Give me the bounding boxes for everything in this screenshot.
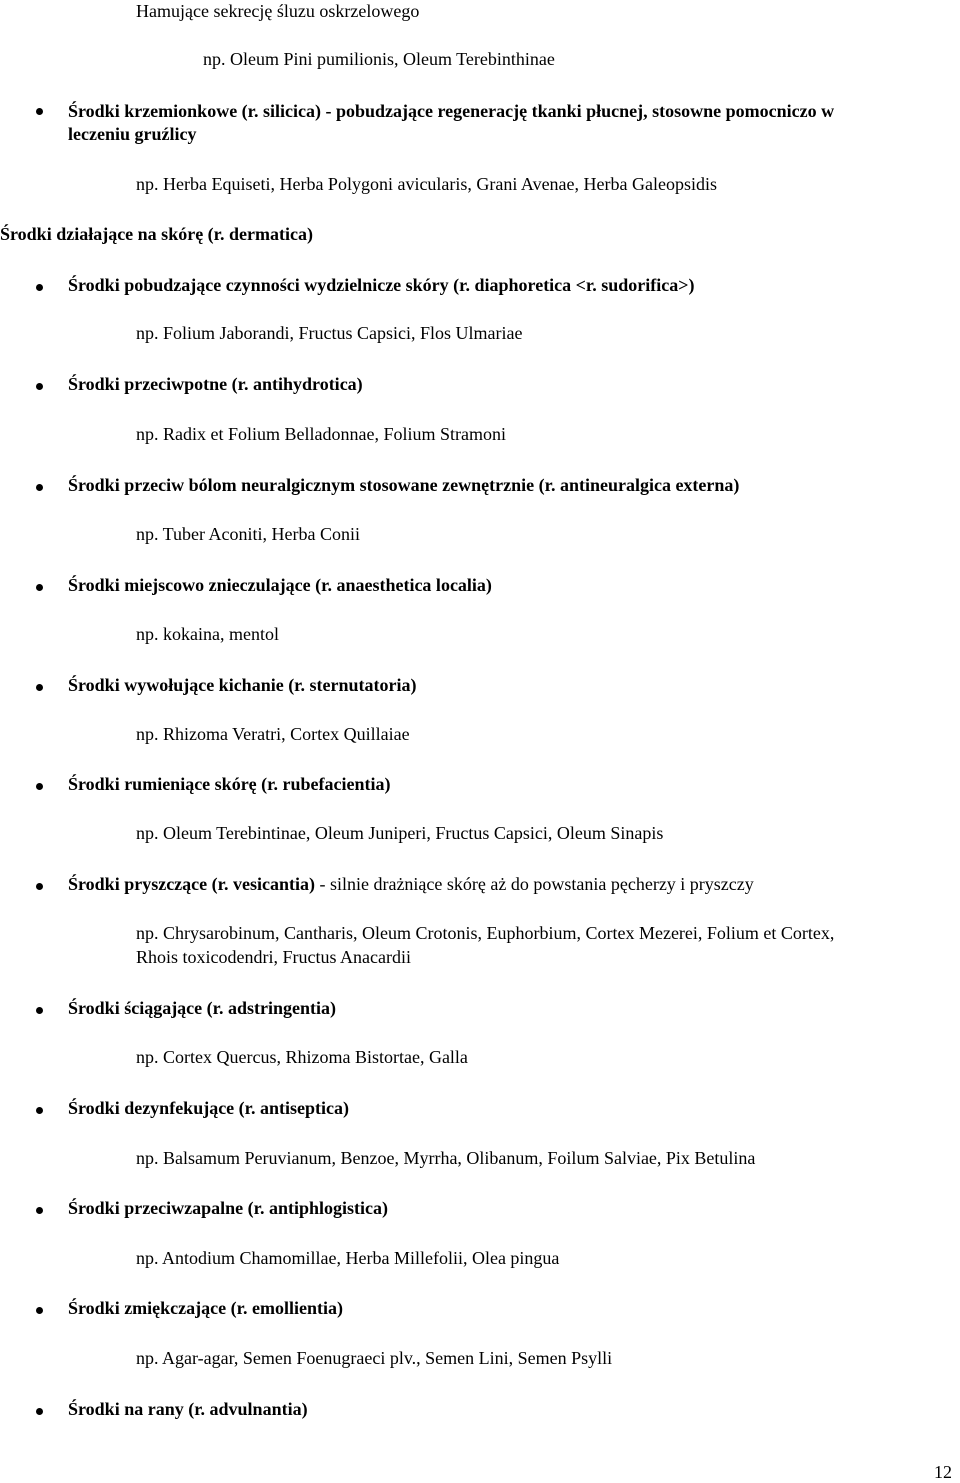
section-heading: Środki działające na skórę (r. dermatica) — [0, 224, 313, 244]
list-item-heading: Środki rumieniące skórę (r. rubefacientia) — [68, 774, 391, 794]
bullet-icon — [36, 484, 43, 491]
bullet-icon — [36, 1007, 43, 1014]
bullet-icon — [36, 783, 43, 790]
example-line: np. Cortex Quercus, Rhizoma Bistortae, Galla — [136, 1047, 468, 1067]
bullet-icon — [36, 383, 43, 390]
example-line: np. Rhizoma Veratri, Cortex Quillaiae — [136, 724, 410, 744]
example-line: np. Chrysarobinum, Cantharis, Oleum Crotonis, Euphorbium, Cortex Mezerei, Folium et Cortex, — [136, 923, 835, 943]
bullet-icon — [36, 284, 43, 291]
bullet-icon — [36, 684, 43, 691]
example-line: np. Agar-agar, Semen Foenugraeci plv., Semen Lini, Semen Psylli — [136, 1348, 613, 1368]
example-line: np. Folium Jaborandi, Fructus Capsici, Flos Ulmariae — [136, 323, 523, 343]
bullet-icon — [36, 108, 43, 115]
list-item-heading-cont: leczeniu gruźlicy — [68, 124, 197, 144]
example-line: np. Tuber Aconiti, Herba Conii — [136, 524, 360, 544]
bullet-icon — [36, 1207, 43, 1214]
page-number: 12 — [934, 1462, 952, 1482]
example-line: np. Balsamum Peruvianum, Benzoe, Myrrha, Olibanum, Foilum Salviae, Pix Betulina — [136, 1148, 756, 1168]
example-line: np. Herba Equiseti, Herba Polygoni avicularis, Grani Avenae, Herba Galeopsidis — [136, 174, 718, 194]
example-line: np. Oleum Pini pumilionis, Oleum Terebinthinae — [203, 49, 555, 69]
bullet-icon — [36, 1408, 43, 1415]
list-item-heading-bold: Środki pryszczące (r. vesicantia) — [68, 874, 315, 894]
list-item-heading: Środki miejscowo znieczulające (r. anaesthetica localia) — [68, 575, 492, 595]
example-line: np. kokaina, mentol — [136, 624, 279, 644]
list-item-heading: Środki wywołujące kichanie (r. sternutatoria) — [68, 675, 417, 695]
list-item-heading: Środki ściągające (r. adstringentia) — [68, 998, 336, 1018]
subheading: Hamujące sekrecję śluzu oskrzelowego — [136, 1, 420, 21]
example-line: np. Oleum Terebintinae, Oleum Juniperi, Fructus Capsici, Oleum Sinapis — [136, 823, 664, 843]
bullet-icon — [36, 883, 43, 890]
list-item-heading — [68, 873, 754, 895]
bullet-icon — [36, 1107, 43, 1114]
list-item-heading: Środki przeciwpotne (r. antihydrotica) — [68, 374, 363, 394]
example-line: np. Antodium Chamomillae, Herba Millefolii, Olea pingua — [136, 1248, 560, 1268]
list-item-heading: Środki pobudzające czynności wydzielnicze skóry (r. diaphoretica <r. sudorifica>) — [68, 275, 695, 295]
bullet-icon — [36, 584, 43, 591]
list-item-heading: Środki zmiękczające (r. emollientia) — [68, 1298, 343, 1318]
example-line: np. Radix et Folium Belladonnae, Folium Stramoni — [136, 424, 506, 444]
bullet-icon — [36, 1307, 43, 1314]
list-item-description: - silnie drażniące skórę aż do powstania pęcherzy i pryszczy — [314, 874, 754, 894]
list-item-heading: Środki przeciw bólom neuralgicznym stosowane zewnętrznie (r. antineuralgica externa) — [68, 475, 740, 495]
list-item-heading: Środki dezynfekujące (r. antiseptica) — [68, 1098, 349, 1118]
list-item-heading: Środki przeciwzapalne (r. antiphlogistica) — [68, 1198, 389, 1218]
example-line-cont: Rhois toxicodendri, Fructus Anacardii — [136, 947, 411, 967]
list-item-heading: Środki na rany (r. advulnantia) — [68, 1399, 308, 1419]
list-item-heading: Środki krzemionkowe (r. silicica) - pobudzające regenerację tkanki płucnej, stosowne pomocniczo w — [68, 101, 835, 121]
